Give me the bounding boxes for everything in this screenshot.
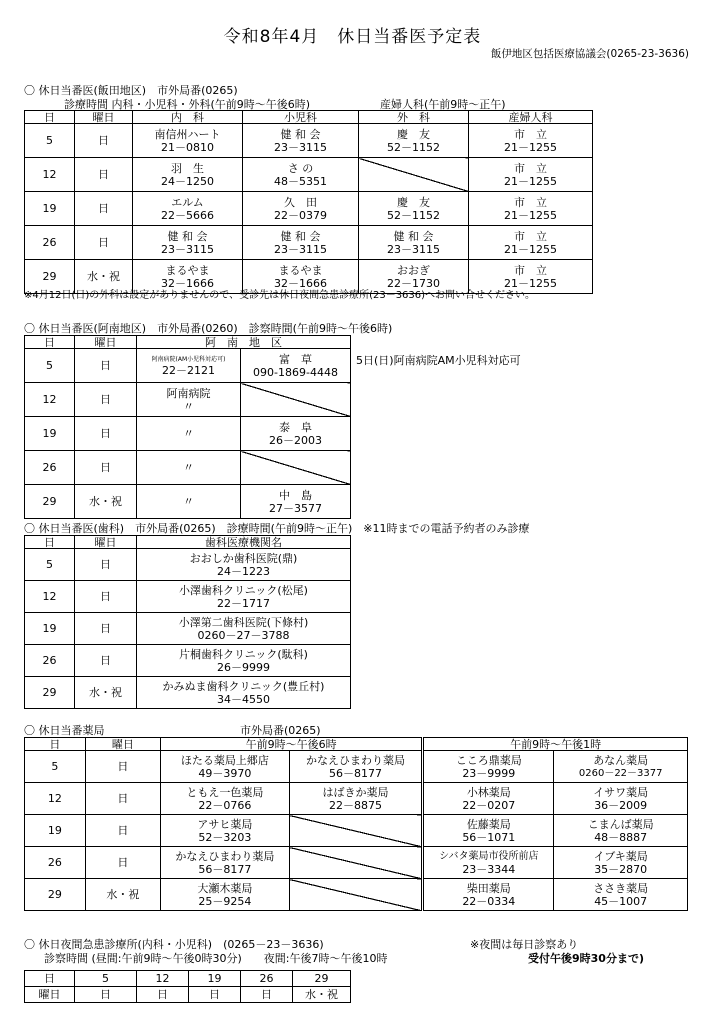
s5-hours-bold: 受付午後9時30分まで) [528, 952, 644, 965]
table-row [25, 879, 688, 911]
date-cell: 29 [293, 971, 351, 987]
table-row [25, 226, 593, 260]
cell-line: ささき薬局 [593, 881, 649, 895]
s5-table [24, 970, 351, 1003]
s2-table [24, 335, 351, 519]
table-row [25, 815, 688, 847]
weekday-cell: 水・祝 [75, 260, 133, 294]
cell-line: 22－0766 [198, 798, 252, 812]
clinic-cell [137, 451, 241, 485]
weekday-cell: 日 [75, 417, 137, 451]
s5-hours: 診察時間 (昼間:午前9時～午後0時30分) 夜間:午後7時～午後10時 [44, 952, 388, 965]
day-cell: 12 [25, 158, 75, 192]
cell-line: 090-1869-4448 [253, 365, 338, 379]
cell-line: 52－3203 [198, 830, 252, 844]
pharmacy-cell [160, 847, 289, 879]
cell-line: 23－3115 [161, 242, 214, 256]
table-row [25, 613, 351, 645]
cell-line: 24－1250 [161, 174, 214, 188]
cell-line: 22－0379 [274, 208, 327, 222]
pharmacy-cell [289, 847, 423, 879]
clinic-cell [133, 124, 243, 158]
weekday-cell: 曜日 [25, 987, 75, 1003]
date-cell: 5 [75, 971, 137, 987]
table-row [25, 581, 351, 613]
day-cell: 29 [25, 485, 75, 519]
pharmacy-cell [423, 879, 554, 911]
cell-line: 健 和 会 [280, 229, 321, 243]
cell-line: 22－0334 [462, 894, 516, 908]
day-cell: 26 [25, 226, 75, 260]
cell-line: 〃 [183, 399, 194, 413]
day-cell: 19 [25, 417, 75, 451]
column-header: 外 科 [359, 111, 469, 124]
cell-line: 0260－22－3377 [578, 767, 663, 779]
day-cell: 19 [25, 192, 75, 226]
cell-line: 小林薬局 [466, 785, 511, 799]
clinic-cell [137, 581, 351, 613]
clinic-cell [243, 124, 359, 158]
cell-line: 〃 [183, 495, 194, 508]
column-header: 午前9時～午後1時 [423, 738, 688, 751]
day-cell: 12 [25, 383, 75, 417]
table-row [25, 847, 688, 879]
organization: 飯伊地区包括医療協議会(0265-23-3636) [490, 48, 689, 60]
weekday-cell: 水・祝 [75, 677, 137, 709]
cell-line: 佐藤薬局 [466, 817, 511, 831]
cell-line: 56－1071 [462, 830, 516, 844]
cell-line: イブキ薬局 [593, 849, 648, 863]
weekday-cell: 日 [75, 581, 137, 613]
cell-line: おおしか歯科医院(鼎) [189, 551, 298, 565]
table-row [25, 158, 593, 192]
cell-line: 22－1730 [387, 276, 440, 290]
pharmacy-cell [423, 751, 554, 783]
cell-line: 23－3115 [274, 242, 327, 256]
cell-line: 〃 [183, 427, 194, 440]
day-cell: 12 [25, 581, 75, 613]
s4-heading: 〇 休日当番薬局 [24, 724, 105, 737]
weekday-cell: 日 [75, 349, 137, 383]
cell-line: エルム [171, 195, 204, 209]
table-row [25, 417, 351, 451]
cell-line: こまんば薬局 [587, 817, 654, 831]
weekday-cell: 日 [85, 783, 160, 815]
day-cell: 5 [25, 751, 86, 783]
day-cell: 26 [25, 847, 86, 879]
pharmacy-cell [289, 879, 423, 911]
clinic-cell [133, 226, 243, 260]
weekday-cell: 日 [189, 987, 241, 1003]
clinic-cell [137, 645, 351, 677]
weekday-cell: 日 [75, 226, 133, 260]
day-cell: 19 [25, 613, 75, 645]
column-header: 歯科医療機関名 [137, 536, 351, 549]
weekday-cell: 日 [75, 549, 137, 581]
cell-line: 21－1255 [504, 140, 557, 154]
table-row [25, 349, 351, 383]
s4-area-code: 市外局番(0265) [240, 724, 321, 737]
s1-table [24, 110, 593, 294]
cell-line: かみぬま歯科クリニック(豊丘村) [162, 679, 325, 693]
cell-line: 22－8875 [328, 798, 382, 812]
clinic-cell [359, 158, 469, 192]
cell-line: 26－2003 [269, 433, 322, 447]
s1-heading: 〇 休日当番医(飯田地区) 市外局番(0265) [24, 84, 238, 97]
cell-line: 23－3115 [387, 242, 440, 256]
clinic-cell [137, 549, 351, 581]
clinic-cell [359, 192, 469, 226]
pharmacy-cell [554, 879, 688, 911]
s3-heading: 〇 休日当番医(歯科) 市外局番(0265) 診療時間(午前9時～正午) ※11時までの電話予約者のみ診療 [24, 522, 530, 535]
cell-line: 21－0810 [161, 140, 214, 154]
column-header: 阿 南 地 区 [137, 336, 351, 349]
cell-line: 阿南病院 [166, 386, 211, 400]
column-header: 午前9時～午後6時 [160, 738, 422, 751]
cell-line: 45－1007 [594, 894, 648, 908]
weekday-cell: 日 [241, 987, 293, 1003]
cell-line: 22－5666 [161, 208, 214, 222]
s1-note: ※4月12日(日)の外科は設定がありませんので、受診先は休日夜間急患診療所(23－3636)へお問い合せください。 [24, 290, 536, 301]
weekday-cell: 日 [75, 987, 137, 1003]
weekday-cell: 水・祝 [293, 987, 351, 1003]
clinic-cell [469, 226, 593, 260]
pharmacy-cell [160, 879, 289, 911]
cell-line: 36－2009 [594, 798, 648, 812]
cell-line: シバタ薬局市役所前店 [439, 850, 539, 862]
s5-note: ※夜間は毎日診察あり [470, 938, 579, 951]
cell-line: 52－1152 [387, 140, 440, 154]
cell-line: 48－5351 [274, 174, 327, 188]
column-header: 日 [25, 536, 75, 549]
cell-line: 阿南病院(AM小児科対応可) [151, 355, 226, 363]
clinic-cell [241, 383, 351, 417]
cell-line: ほたる薬局上郷店 [180, 753, 269, 767]
table-row [25, 383, 351, 417]
table-row [25, 677, 351, 709]
day-cell: 5 [25, 349, 75, 383]
pharmacy-cell [554, 815, 688, 847]
column-header: 内 科 [133, 111, 243, 124]
pharmacy-cell [289, 783, 423, 815]
cell-line: 片桐歯科クリニック(駄科) [179, 647, 308, 661]
day-cell: 26 [25, 645, 75, 677]
weekday-cell: 日 [137, 987, 189, 1003]
cell-line: さ の [287, 161, 314, 175]
pharmacy-cell [423, 847, 554, 879]
weekday-cell: 日 [75, 613, 137, 645]
cell-line: 49－3970 [198, 766, 252, 780]
weekday-cell: 日 [75, 192, 133, 226]
cell-line: 22－2121 [162, 363, 215, 377]
pharmacy-cell [554, 751, 688, 783]
table-row [25, 549, 351, 581]
cell-line: 南信州ハート [154, 127, 221, 141]
clinic-cell [359, 226, 469, 260]
day-cell: 5 [25, 124, 75, 158]
cell-line: 〃 [183, 461, 194, 474]
column-header: 小児科 [243, 111, 359, 124]
s5-heading: 〇 休日夜間急患診療所(内科・小児科) (0265－23－3636) [24, 938, 324, 951]
clinic-cell [469, 158, 593, 192]
s3-table [24, 535, 351, 709]
cell-line: 小澤第二歯科医院(下條村) [178, 615, 309, 629]
cell-line: 24－1223 [217, 564, 270, 578]
cell-line: 21－1255 [504, 208, 557, 222]
cell-line: 久 田 [284, 195, 317, 209]
page-title: 令和8年4月 休日当番医予定表 [223, 27, 482, 47]
clinic-cell [241, 417, 351, 451]
cell-line: 23－3115 [274, 140, 327, 154]
clinic-cell [241, 485, 351, 519]
clinic-cell [469, 124, 593, 158]
cell-line: 27－3577 [269, 501, 322, 515]
cell-line: 35－2870 [594, 862, 648, 876]
date-cell: 12 [137, 971, 189, 987]
cell-line: 健 和 会 [167, 229, 208, 243]
cell-line: アサヒ薬局 [197, 817, 253, 831]
cell-line: おおぎ [397, 263, 430, 277]
cell-line: 21－1255 [504, 174, 557, 188]
weekday-cell: 日 [75, 158, 133, 192]
column-header: 産婦人科 [469, 111, 593, 124]
s2-heading: 〇 休日当番医(阿南地区) 市外局番(0260) 診察時間(午前9時～午後6時) [24, 322, 393, 335]
cell-line: 健 和 会 [280, 127, 321, 141]
cell-line: ともえ一色薬局 [186, 785, 264, 799]
cell-line: 市 立 [514, 263, 547, 277]
weekday-cell: 日 [75, 124, 133, 158]
weekday-cell: 日 [75, 383, 137, 417]
weekday-cell: 水・祝 [85, 879, 160, 911]
pharmacy-cell [554, 783, 688, 815]
weekday-cell: 日 [85, 815, 160, 847]
cell-line: 0260－27－3788 [197, 628, 290, 642]
table-row [25, 451, 351, 485]
weekday-cell: 日 [85, 751, 160, 783]
column-header: 曜日 [85, 738, 160, 751]
table-row [25, 485, 351, 519]
cell-line: あなん薬局 [593, 753, 649, 767]
day-cell: 12 [25, 783, 86, 815]
cell-line: 25－9254 [198, 894, 252, 908]
weekday-cell: 日 [85, 847, 160, 879]
cell-line: かなえひまわり薬局 [305, 753, 405, 767]
cell-line: 慶 友 [397, 127, 430, 141]
clinic-cell [137, 485, 241, 519]
clinic-cell [469, 192, 593, 226]
cell-line: 市 立 [514, 161, 547, 175]
table-row [25, 124, 593, 158]
cell-line: 22－0207 [462, 798, 516, 812]
clinic-cell [137, 613, 351, 645]
weekday-cell: 日 [75, 451, 137, 485]
cell-line: 56－8177 [198, 862, 252, 876]
cell-line: 23－9999 [462, 766, 516, 780]
clinic-cell [137, 677, 351, 709]
cell-line: 21－1255 [504, 276, 557, 290]
cell-line: 32－1666 [274, 276, 327, 290]
cell-line: 中 島 [279, 488, 312, 502]
column-header: 日 [25, 738, 86, 751]
cell-line: こころ鼎薬局 [455, 753, 522, 767]
table-row [25, 751, 688, 783]
pharmacy-cell [160, 783, 289, 815]
cell-line: 21－1255 [504, 242, 557, 256]
cell-line: 泰 阜 [279, 420, 312, 434]
cell-line: 48－8887 [594, 830, 648, 844]
column-header: 曜日 [75, 111, 133, 124]
day-cell: 5 [25, 549, 75, 581]
clinic-cell [243, 192, 359, 226]
date-cell: 日 [25, 971, 75, 987]
cell-line: 柴田薬局 [466, 881, 511, 895]
clinic-cell [241, 349, 351, 383]
day-cell: 29 [25, 677, 75, 709]
pharmacy-cell [423, 783, 554, 815]
s4-table [24, 737, 688, 911]
cell-line: 富 草 [279, 352, 312, 366]
weekday-cell: 水・祝 [75, 485, 137, 519]
table-row [25, 783, 688, 815]
day-cell: 29 [25, 260, 75, 294]
pharmacy-cell [160, 751, 289, 783]
cell-line: 52－1152 [387, 208, 440, 222]
table-row [25, 645, 351, 677]
cell-line: 26－9999 [217, 660, 270, 674]
cell-line: 市 立 [514, 127, 547, 141]
column-header: 曜日 [75, 336, 137, 349]
pharmacy-cell [289, 815, 423, 847]
clinic-cell [137, 417, 241, 451]
column-header: 日 [25, 336, 75, 349]
table-row [25, 192, 593, 226]
cell-line: イサワ薬局 [593, 785, 649, 799]
s1-hours2: 産婦人科(午前9時～正午) [380, 98, 506, 111]
clinic-cell [137, 349, 241, 383]
column-header: 日 [25, 111, 75, 124]
cell-line: 慶 友 [397, 195, 430, 209]
cell-line: まるやま [165, 263, 210, 277]
clinic-cell [241, 451, 351, 485]
cell-line: 34－4550 [217, 692, 270, 706]
cell-line: 市 立 [514, 229, 547, 243]
date-cell: 26 [241, 971, 293, 987]
clinic-cell [243, 226, 359, 260]
weekday-cell: 日 [75, 645, 137, 677]
cell-line: 健 和 会 [393, 229, 434, 243]
clinic-cell [133, 158, 243, 192]
cell-line: かなえひまわり薬局 [175, 849, 275, 863]
clinic-cell [359, 124, 469, 158]
pharmacy-cell [160, 815, 289, 847]
cell-line: 23－3344 [462, 862, 516, 876]
pharmacy-cell [289, 751, 423, 783]
cell-line: まるやま [278, 263, 323, 277]
column-header: 曜日 [75, 536, 137, 549]
clinic-cell [243, 158, 359, 192]
day-cell: 19 [25, 815, 86, 847]
cell-line: 小澤歯科クリニック(松尾) [179, 583, 308, 597]
cell-line: はばきか薬局 [322, 785, 389, 799]
cell-line: 羽 生 [171, 161, 204, 175]
clinic-cell [133, 192, 243, 226]
day-cell: 29 [25, 879, 86, 911]
clinic-cell [137, 383, 241, 417]
pharmacy-cell [554, 847, 688, 879]
cell-line: 大瀬木薬局 [197, 881, 253, 895]
cell-line: 32－1666 [161, 276, 214, 290]
s2-side-note: 5日(日)阿南病院AM小児科対応可 [356, 354, 521, 367]
s1-hours: 診療時間 内科・小児科・外科(午前9時～午後6時) [64, 98, 311, 111]
cell-line: 22－1717 [217, 596, 270, 610]
date-cell: 19 [189, 971, 241, 987]
pharmacy-cell [423, 815, 554, 847]
cell-line: 56－8177 [328, 766, 382, 780]
day-cell: 26 [25, 451, 75, 485]
cell-line: 市 立 [514, 195, 547, 209]
